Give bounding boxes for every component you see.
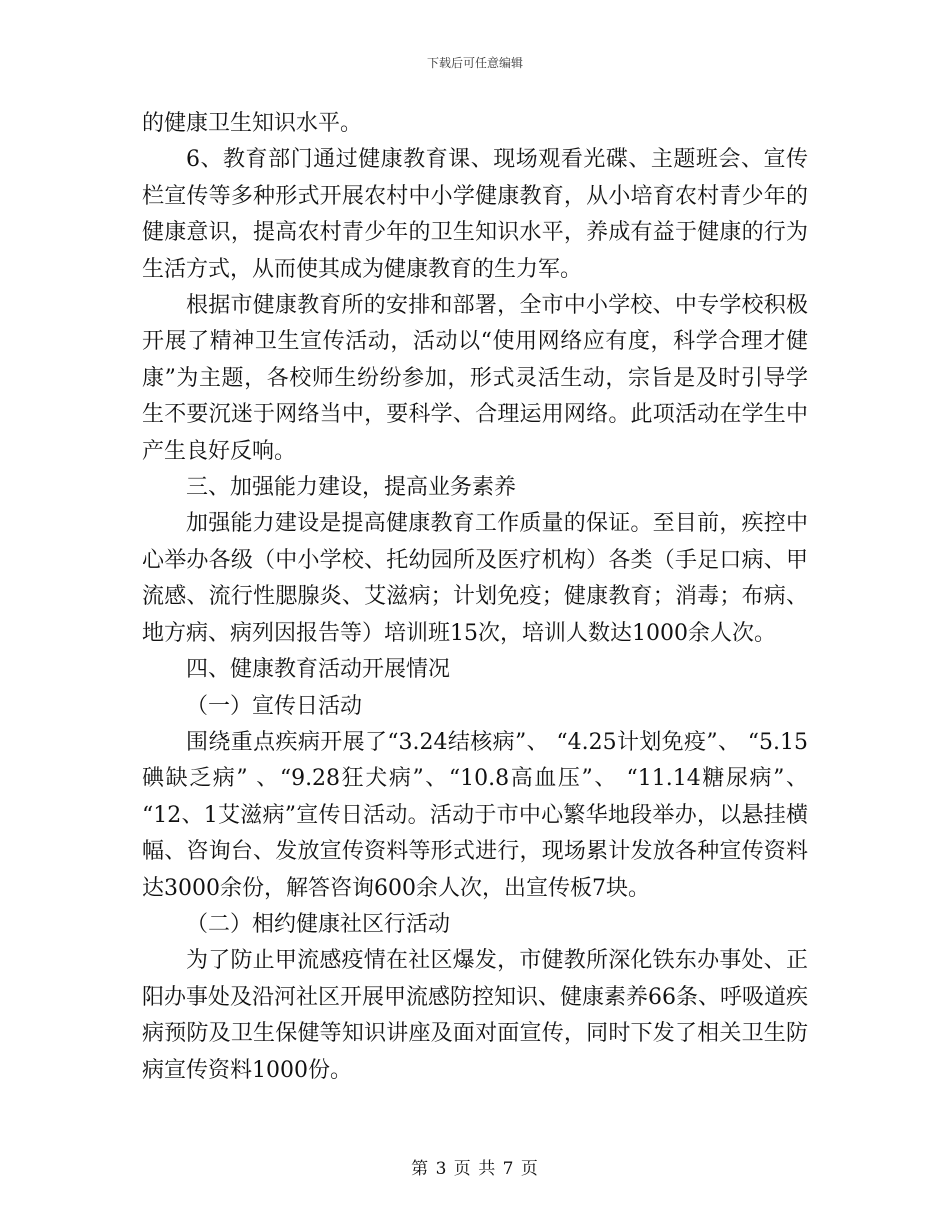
document-body [142,106,808,1089]
section-heading-capacity: 三、加强能力建设，提高业务素养 [186,475,517,501]
page-number: 第 3 页 共 7 页 [411,1159,539,1179]
paragraph-community-health: 为了防止甲流感疫情在社区爆发，市健教所深化铁东办事处、正阳办事处及沿河社区开展甲流感防控知识、健康素养66条、呼吸道疾病预防及卫生保健等知识讲座及面对面宣传，同时下发了相关卫生防病宣传资料1000份。 [142,948,808,1083]
page-header: 下载后可任意编辑 [426,56,523,70]
subheading-awareness-days: （一）宣传日活动 [186,693,363,719]
paragraph-continuation: 的健康卫生知识水平。 [142,111,363,136]
section-heading-activities: 四、健康教育活动开展情况 [186,657,451,683]
paragraph-training: 加强能力建设是提高健康教育工作质量的保证。至目前，疾控中心举办各级（中小学校、托幼园所及医疗机构）各类（手足口病、甲流感、流行性腮腺炎、艾滋病；计划免疫；健康教育；消毒；布病、地方病、病列因报告等）培训班15次，培训人数达1000余人次。 [142,511,808,646]
subheading-community-health: （二）相约健康社区行活动 [186,911,451,937]
paragraph-mental-health-campaign: 根据市健康教育所的安排和部署，全市中小学校、中专学校积极开展了精神卫生宣传活动，活动以“使用网络应有度，科学合理才健康”为主题，各校师生纷纷参加，形式灵活生动，宗旨是及时引导学生不要沉迷于网络当中，要科学、合理运用网络。此项活动在学生中产生良好反响。 [142,293,808,464]
paragraph-education-dept: 6、教育部门通过健康教育课、现场观看光碟、主题班会、宣传栏宣传等多种形式开展农村中小学健康教育，从小培育农村青少年的健康意识，提高农村青少年的卫生知识水平，养成有益于健康的行为生活方式，从而使其成为健康教育的生力军。 [142,147,808,282]
paragraph-awareness-days: 围绕重点疾病开展了“3.24结核病”、 “4.25计划免疫”、 “5.15碘缺乏病” 、“9.28狂犬病”、“10.8高血压”、 “11.14糖尿病”、 “12、1艾滋病”宣传日活动。活动于市中心繁华地段举办，以悬挂横幅、咨询台、发放宣传资料等形式进行，现场累计发放各种宣传资料达3000余份，解答咨询600余人次，出宣传板7块。 [142,729,808,901]
